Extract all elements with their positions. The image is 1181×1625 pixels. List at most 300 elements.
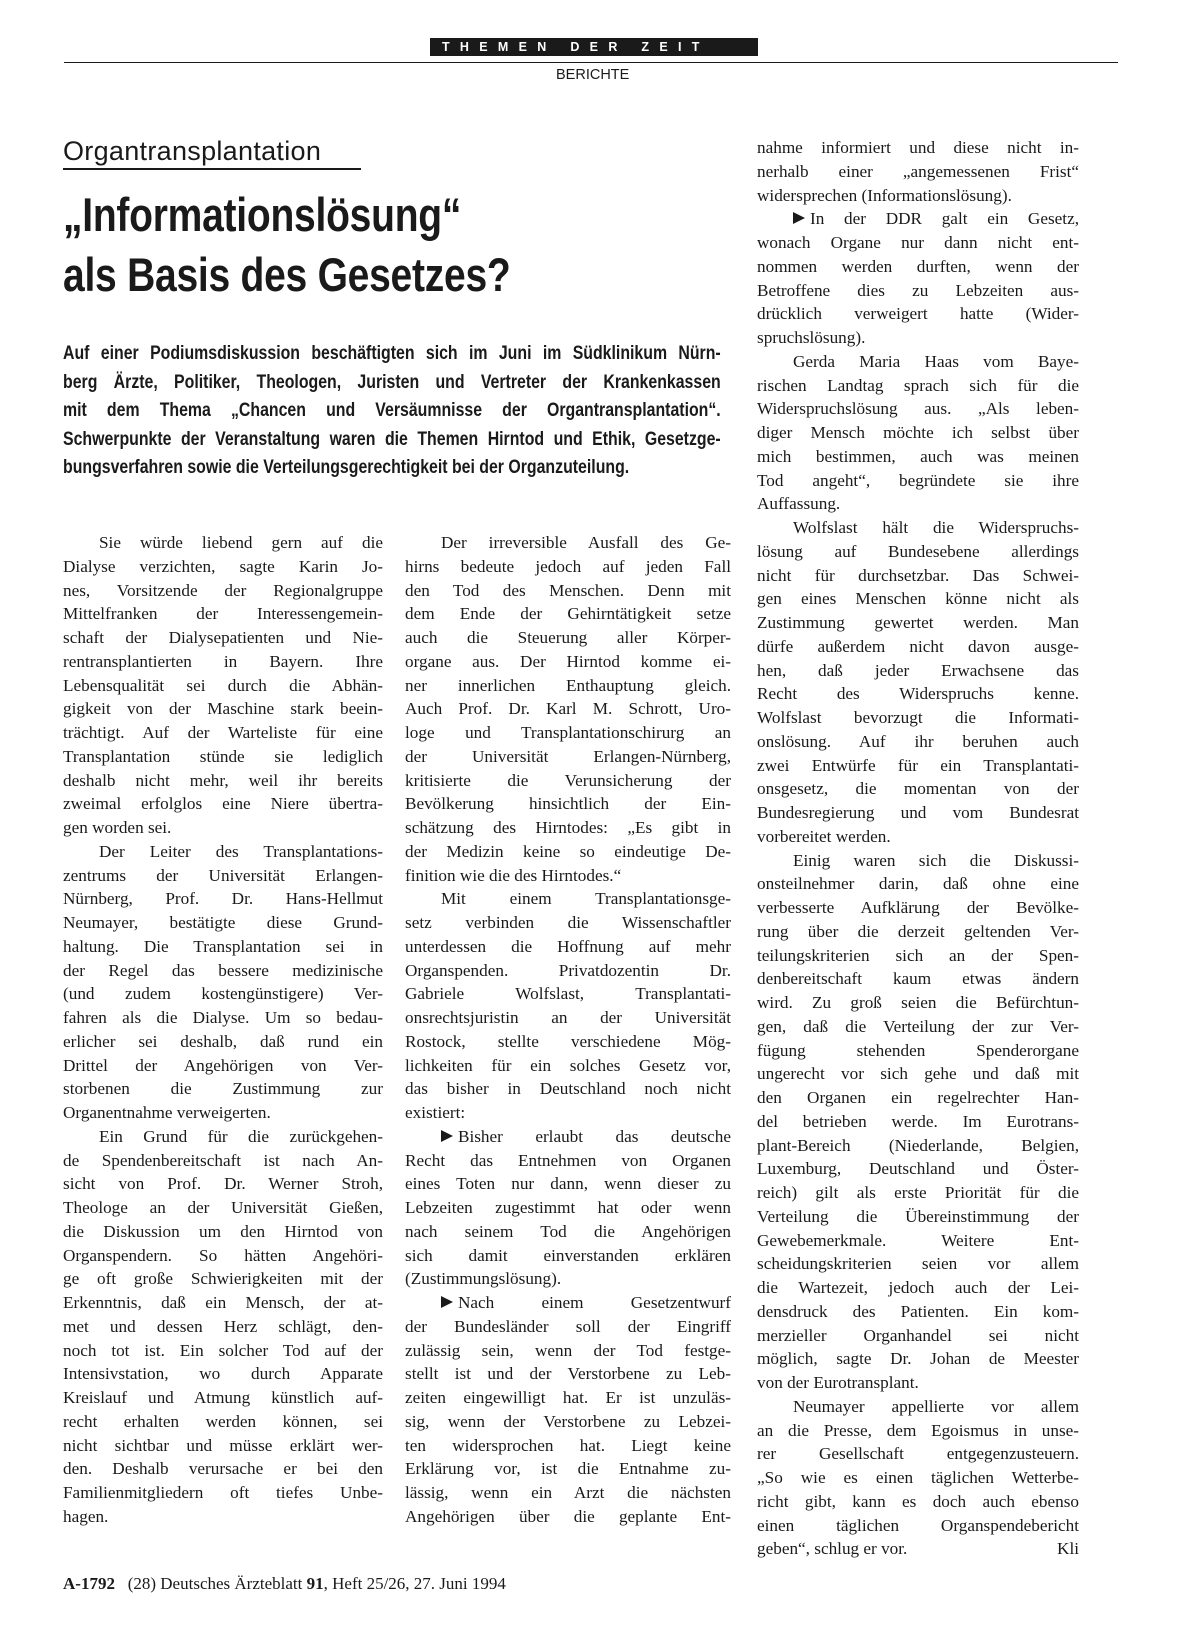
article-headline [63,185,611,305]
text-fragment: met und dessen Herz schlägt, den- [63,1316,383,1336]
text-line [405,1457,731,1481]
text-fragment: kritisierte die Verunsicherung der [405,770,731,790]
text-fragment: zwei Entwürfe für ein Transplantati- [757,755,1079,775]
text-line [757,469,1079,493]
text-fragment: unterdessen die Hoffnung auf mehr [405,936,731,956]
text-fragment: Nürnberg, Prof. Dr. Hans-Hellmut [63,889,383,909]
text-line [757,255,1079,279]
text-fragment: trächtigt. Auf der Warteliste für eine [63,723,383,742]
text-fragment: schätzung des Hirntodes: „Es gibt in [405,818,731,837]
text-line [757,350,1079,374]
text-line [757,302,1079,326]
text-fragment: Recht das Entnehmen von Organen [405,1150,731,1170]
text-fragment: Angehörigen über die geplante Ent- [405,1506,731,1526]
text-line [757,1252,1079,1276]
text-fragment: Transplantation stünde sie lediglich [63,746,383,766]
text-fragment: storbenen die Zustimmung zur [63,1079,383,1099]
text-line [405,982,731,1006]
text-line [405,531,731,555]
text-line [757,920,1079,944]
text-line [405,1149,731,1173]
text-fragment: zweimal erfolglos eine Niere übertra- [63,794,383,814]
text-line [63,555,383,579]
text-fragment: rung über die derzeit geltenden Ver- [757,921,1079,941]
text-line [757,730,1079,754]
text-line [757,136,1079,160]
text-line [63,1244,383,1268]
text-line [63,887,383,911]
journal-volume: 91 [306,1574,324,1593]
lead-line: berg Ärzte, Politiker, Theologen, Juristen und Vertreter der Krankenkassen [63,370,721,393]
text-line [63,1315,383,1339]
text-line [405,745,731,769]
text-fragment: Gewebemerkmale. Weitere Ent- [757,1230,1079,1250]
text-fragment: lichkeiten für ein solches Gesetz vor, [405,1055,731,1075]
text-line [757,801,1079,825]
text-line [63,840,383,864]
text-line [63,935,383,959]
text-line [757,1086,1079,1110]
text-fragment: deshalb nicht mehr, weil ihr bereits [63,770,383,790]
lead-line: mit dem Thema „Chancen und Versäumnisse der Organtransplantation“. [63,399,721,422]
text-line [757,1039,1079,1063]
kicker-underline [63,168,361,170]
text-line [63,769,383,793]
text-fragment: Organspendern. So hätten Angehöri- [63,1245,383,1265]
text-line [757,1347,1079,1371]
text-fragment: vorbereitet werden. [757,826,891,846]
text-line [757,1300,1079,1324]
text-line [405,697,731,721]
text-line [757,825,1079,849]
text-line [757,849,1079,873]
text-line [405,1386,731,1410]
text-fragment: Rostock, stellte verschiedene Mög- [405,1031,731,1051]
text-line [405,1244,731,1268]
text-fragment: denbereitschaft kaum etwas ändern [757,969,1079,989]
text-line [63,1434,383,1458]
text-line [405,1125,731,1149]
text-fragment: Dialyse verzichten, sagte Karin Jo- [63,556,383,576]
text-fragment: von der Eurotransplant. [757,1373,919,1392]
text-fragment: Verteilung die Übereinstimmung der [757,1206,1079,1226]
author-initials: Kli [1057,1539,1079,1559]
section-header: THEMEN DER ZEIT [430,38,758,56]
text-fragment: Recht des Widerspruchs kenne. [757,684,1079,704]
text-fragment: reich) gilt als erste Priorität für die [757,1183,1079,1202]
text-line [757,991,1079,1015]
bullet-triangle-icon [441,1296,453,1308]
text-line [757,1324,1079,1348]
text-fragment: widersprechen (Informationslösung). [757,185,1012,205]
text-line [405,1505,731,1529]
text-fragment: rer Gesellschaft entgegenzusteuern. [757,1444,1079,1464]
text-fragment: fügung stehenden Spenderorgane [757,1040,1079,1060]
text-fragment: (Zustimmungslösung). [405,1269,562,1289]
text-fragment: Organentnahme verweigerten. [63,1103,271,1122]
text-line [405,935,731,959]
text-fragment: dem Ende der Gehirntätigkeit setze [405,604,731,624]
text-fragment: Wolfslast hält die Widerspruchs- [793,518,1079,537]
text-fragment: sig, wenn der Verstorbene zu Lebzei- [405,1411,731,1431]
headline-line: „Informationslösung“ [63,188,462,241]
text-line [757,374,1079,398]
text-fragment: Familienmitgliedern oft tiefes Unbe- [63,1483,383,1502]
text-line [405,1077,731,1101]
text-line [757,1181,1079,1205]
text-fragment: möglich, sagte Dr. Johan de Meester [757,1349,1079,1369]
text-fragment: rentransplantierten in Bayern. Ihre [63,651,383,671]
text-fragment: Neumayer, bestätigte diese Grund- [63,913,383,932]
text-fragment: onslösung. Auf ihr beruhen auch [757,731,1079,751]
text-fragment: nach seinem Tod die Angehörigen [405,1221,731,1241]
text-line [405,555,731,579]
text-line [63,1291,383,1315]
text-fragment: gen, daß die Verteilung der zur Ver- [757,1016,1079,1036]
text-line [405,959,731,983]
text-fragment: del betrieben werde. Im Eurotrans- [757,1111,1079,1131]
text-line [63,1267,383,1291]
text-line [63,1054,383,1078]
text-fragment: haltung. Die Transplantation sei in [63,936,383,956]
journal-name: Deutsches Ärzteblatt [160,1574,303,1593]
text-fragment: diger Mensch möchte ich selbst über [757,423,1079,442]
text-fragment: setz verbinden die Wissenschaftler [405,913,731,932]
text-fragment: Intensivstation, wo durch Apparate [63,1364,383,1384]
text-fragment: Erklärung vor, ist die Entnahme zu- [405,1459,731,1479]
text-fragment: auch die Steuerung aller Körper- [405,628,731,647]
text-line [405,1172,731,1196]
text-line [757,635,1079,659]
text-fragment: gen worden sei. [63,818,172,837]
text-line [757,659,1079,683]
text-line [405,1220,731,1244]
text-fragment: „So wie es einen täglichen Wetterbe- [757,1468,1079,1487]
text-fragment: nommen werden durften, wenn der [757,256,1079,276]
body-column-2 [405,531,731,1529]
text-fragment: Zustimmung gewertet werden. Man [757,613,1079,632]
text-line [63,650,383,674]
text-line [63,1125,383,1149]
text-line [757,1062,1079,1086]
article-kicker: Organtransplantation [63,136,322,166]
text-fragment: verbesserte Aufklärung der Bevölke- [757,898,1079,917]
text-fragment: ten widersprochen hat. Liegt keine [405,1435,731,1455]
text-fragment: nicht sichtbar und müsse erklärt wer- [63,1435,383,1455]
text-line [757,1276,1079,1300]
text-line [757,944,1079,968]
text-line [405,1101,731,1125]
text-fragment: wird. Zu groß seien die Befürchtun- [757,993,1079,1012]
text-fragment: Einig waren sich die Diskussi- [793,850,1079,870]
text-line [757,896,1079,920]
text-line [405,1054,731,1078]
lead-line: bungsverfahren sowie die Verteilungsgerechtigkeit bei der Organzuteilung. [63,456,630,479]
text-line [405,1196,731,1220]
text-fragment: zeiten eingewilligt hat. Er ist unzuläs- [405,1388,731,1407]
text-line [63,1505,383,1529]
text-fragment: rischen Landtag sprach sich für die [757,375,1079,395]
text-line [757,777,1079,801]
header-rule [64,62,1118,63]
text-line [757,1205,1079,1229]
text-fragment: zulässig sein, wenn der Tod festge- [405,1340,731,1360]
text-line [757,184,1079,208]
page-code: A-1792 [63,1574,115,1593]
text-fragment: nahme informiert und diese nicht in- [757,138,1079,157]
text-fragment: Tod angeht“, begründete sie ihre [757,470,1079,490]
lead-line: Schwerpunkte der Veranstaltung waren die Themen Hirntod und Ethik, Gesetzge- [63,427,721,450]
text-fragment: organe aus. Der Hirntod komme ei- [405,651,731,671]
text-fragment: die Diskussion um den Hirntod von [63,1221,383,1241]
text-line [757,1015,1079,1039]
text-fragment: den Organen ein regelrechter Han- [757,1088,1079,1107]
text-line [63,1101,383,1125]
text-fragment: hen, daß jeder Erwachsene das [757,660,1079,680]
text-line [405,602,731,626]
text-fragment: dürfe außerdem nicht davon ausge- [757,636,1079,656]
text-fragment: Kreislauf und Atmung künstlich auf- [63,1388,383,1407]
text-fragment: onsgesetz, die momentan von der [757,779,1079,799]
text-line [405,840,731,864]
text-fragment: Luxemburg, Deutschland und Öster- [757,1159,1079,1179]
text-fragment: ge oft große Schwierigkeiten mit der [63,1269,383,1289]
body-column-3 [757,136,1079,1561]
text-line [63,1077,383,1101]
text-line [63,745,383,769]
text-line [63,1386,383,1410]
text-fragment: lösung auf Bundesebene allerdings [757,541,1079,561]
text-line [405,816,731,840]
text-line [63,959,383,983]
text-fragment: hirns bedeute jedoch auf jeden Fall [405,556,731,576]
bullet-triangle-icon [793,212,805,224]
text-fragment: sich damit einverstanden erklären [405,1245,731,1265]
text-fragment: merzieller Organhandel sei nicht [757,1325,1079,1345]
text-fragment: Der irreversible Ausfall des Ge- [441,533,731,552]
text-fragment: einen täglichen Organspendebericht [757,1515,1079,1535]
text-fragment: Erkenntnis, daß ein Mensch, der at- [63,1293,383,1312]
text-fragment: ungerecht vor sich gehe und daß mit [757,1064,1079,1084]
text-fragment: den Tod des Menschen. Denn mit [405,580,731,600]
text-line [63,579,383,603]
text-line [757,231,1079,255]
text-fragment: densdruck des Patienten. Ein kom- [757,1301,1079,1321]
text-fragment: den. Deshalb verursache er bei den [63,1459,383,1479]
text-fragment: Der Leiter des Transplantations- [99,841,383,861]
text-fragment: In der DDR galt ein Gesetz, [810,209,1079,229]
text-fragment: Mit einem Transplantationsge- [441,889,731,909]
text-line [405,792,731,816]
text-fragment: nerhalb einer „angemessenen Frist“ [757,161,1079,181]
text-line [63,674,383,698]
headline-line: als Basis des Gesetzes? [63,248,511,301]
text-line [63,1457,383,1481]
text-fragment: Sie würde liebend gern auf die [99,533,383,552]
text-line [757,1514,1079,1538]
text-fragment: teilungskriterien sich an der Spen- [757,945,1079,965]
text-fragment: Gerda Maria Haas vom Baye- [793,351,1079,371]
text-line [405,864,731,888]
text-line [757,516,1079,540]
text-fragment: Betroffene dies zu Lebzeiten aus- [757,280,1079,300]
text-line [757,1466,1079,1490]
text-line [405,769,731,793]
text-line [63,1220,383,1244]
text-fragment: wonach Organe nur dann nicht ent- [757,233,1079,252]
text-line [63,721,383,745]
text-line [405,579,731,603]
text-line [757,421,1079,445]
text-line [405,1434,731,1458]
text-line [757,967,1079,991]
text-line [63,911,383,935]
text-fragment: richt gibt, kann es doch auch ebenso [757,1491,1079,1511]
text-line [757,207,1079,231]
text-line [757,587,1079,611]
text-fragment: Widerspruchslösung aus. „Als leben- [757,399,1079,419]
text-line [757,279,1079,303]
text-line [405,1030,731,1054]
text-line [405,1339,731,1363]
text-line [757,540,1079,564]
text-fragment: Wolfslast bevorzugt die Informati- [757,708,1079,727]
text-fragment: sicht von Prof. Dr. Werner Stroh, [63,1174,383,1194]
text-fragment: stellt ist und der Verstorbene zu Leb- [405,1364,731,1384]
text-fragment: Theologe an der Universität Gießen, [63,1198,383,1217]
text-line [405,1362,731,1386]
text-line [757,1371,1079,1395]
text-fragment: plant-Bereich (Niederlande, Belgien, [757,1135,1079,1155]
text-line [757,326,1079,350]
text-fragment: das bisher in Deutschland noch nicht [405,1079,731,1099]
text-fragment: Bevölkerung hinsichtlich der Ein- [405,794,731,814]
text-line [757,492,1079,516]
text-fragment: nes, Vorsitzende der Regionalgruppe [63,580,383,600]
text-line [757,1395,1079,1419]
text-line [405,1291,731,1315]
text-line [757,445,1079,469]
bullet-triangle-icon [441,1130,453,1142]
text-line [63,1149,383,1173]
text-line [757,754,1079,778]
text-line [757,611,1079,635]
lead-line: Auf einer Podiumsdiskussion beschäftigten sich im Juni im Südklinikum Nürn- [63,342,721,364]
text-line [63,1410,383,1434]
text-line [63,1196,383,1220]
text-fragment: ner innerlichen Enthauptung gleich. [405,675,731,695]
text-line [63,982,383,1006]
text-fragment: noch tot ist. Ein solcher Tod auf der [63,1340,383,1360]
text-line [405,626,731,650]
text-line [405,887,731,911]
text-fragment: die Wartezeit, jedoch auch der Lei- [757,1278,1079,1297]
text-line [757,872,1079,896]
text-line [405,650,731,674]
text-line [63,816,383,840]
text-fragment: de Spendenbereitschaft ist nach An- [63,1150,383,1170]
text-fragment: gigkeit von der Maschine stark beein- [63,699,383,719]
text-line [63,1362,383,1386]
text-line [63,1481,383,1505]
text-line [757,160,1079,184]
text-fragment: eines Toten nur dann, wenn dieser zu [405,1174,731,1194]
text-fragment: Ein Grund für die zurückgehen- [99,1126,383,1146]
text-fragment: der Regel das bessere medizinische [63,960,383,980]
text-fragment: der Universität Erlangen-Nürnberg, [405,746,731,766]
text-line [757,1110,1079,1134]
text-fragment: recht erhalten werden können, sei [63,1411,383,1431]
text-fragment: gen eines Menschen könne nicht als [757,589,1079,609]
text-line [405,1315,731,1339]
text-fragment: fahren als die Dialyse. Um so bedau- [63,1008,383,1027]
text-line [405,1267,731,1291]
text-fragment: Auffassung. [757,494,841,514]
text-fragment: nicht für durchsetzbar. Das Schwei- [757,565,1079,585]
text-fragment: der Medizin keine so eindeutige De- [405,841,731,861]
journal-issue: , Heft 25/26, 27. Juni 1994 [323,1574,506,1593]
text-fragment: hagen. [63,1506,109,1526]
text-fragment: finition wie die des Hirntodes.“ [405,865,622,885]
text-line [757,1442,1079,1466]
text-line [63,626,383,650]
text-line [757,682,1079,706]
text-line [757,1490,1079,1514]
text-fragment: Lebzeiten zugestimmt hat oder wenn [405,1198,731,1217]
text-line [757,1537,1079,1561]
text-line [405,1481,731,1505]
page-footer [63,1574,506,1594]
text-line [405,1410,731,1434]
text-line [757,1229,1079,1253]
text-line [63,1172,383,1196]
text-fragment: schaft der Dialysepatienten und Nie- [63,628,383,647]
text-line [757,397,1079,421]
text-line [757,1157,1079,1181]
text-fragment: Gabriele Wolfslast, Transplantati- [405,984,731,1004]
text-line [63,602,383,626]
text-line [405,721,731,745]
text-line [63,697,383,721]
text-line [63,1030,383,1054]
text-line [405,1006,731,1030]
section-subheader: BERICHTE [556,67,630,83]
text-fragment: der Bundesländer soll der Eingriff [405,1316,731,1336]
text-fragment: Nach einem Gesetzentwurf [458,1293,731,1312]
text-fragment: loge und Transplantationschirurg an [405,723,731,742]
text-line [63,864,383,888]
text-line [757,564,1079,588]
page-number: (28) [127,1574,157,1593]
text-fragment: erlicher sei deshalb, daß rund ein [63,1031,383,1051]
text-line [405,911,731,935]
text-fragment: Bisher erlaubt das deutsche [458,1126,731,1146]
text-line [63,1006,383,1030]
text-fragment: Bundesregierung und vom Bundesrat [757,803,1079,822]
text-line [63,531,383,555]
text-fragment: lässig, wenn ein Arzt die nächsten [405,1483,731,1502]
text-fragment: scheidungskriterien seien vor allem [757,1254,1079,1274]
text-line [757,1134,1079,1158]
text-fragment: existiert: [405,1103,466,1122]
text-fragment: geben“, schlug er vor. [757,1539,908,1559]
text-line [63,792,383,816]
text-fragment: Lebensqualität sei durch die Abhän- [63,675,383,695]
text-fragment: spruchslösung). [757,328,866,347]
text-line [63,1339,383,1363]
text-fragment: zentrums der Universität Erlangen- [63,865,383,885]
text-line [405,674,731,698]
